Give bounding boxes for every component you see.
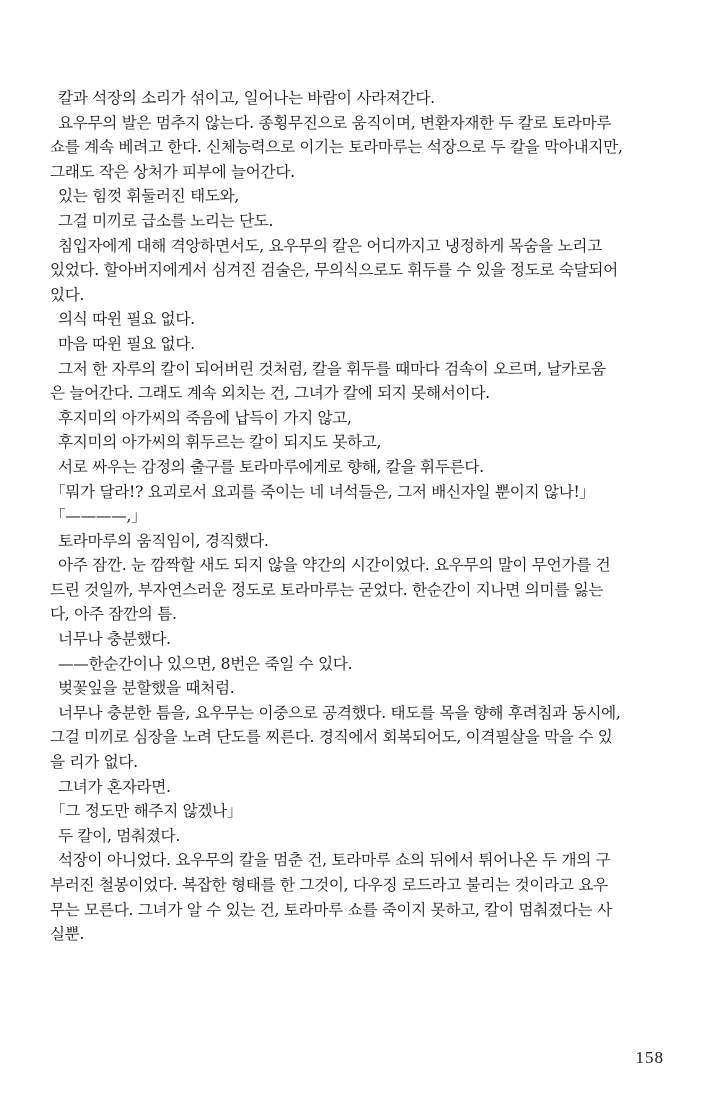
text-line: 「뭐가 달라!? 요괴로서 요괴를 죽이는 네 녀석들은, 그저 배신자일 뿐이지 않나!」 <box>50 482 595 501</box>
text-line: 부러진 철봉이었다. 복잡한 형태를 한 그것이, 다우징 로드라고 불리는 것이라고 요우 <box>50 876 608 894</box>
text-line: 두 칼이, 멈춰졌다. <box>58 826 180 845</box>
text-line: 너무나 충분한 틈을, 요우무는 이중으로 공격했다. 태도를 목을 향해 후려침과 동시에, <box>58 703 621 722</box>
text-line: 너무나 충분했다. <box>58 630 171 649</box>
text-line: 있었다. 할아버지에게서 심겨진 검술은, 무의식으로도 휘두를 수 있을 정도로 숙달되어 <box>50 261 618 280</box>
text-line: 후지미의 아가씨의 죽음에 납득이 가지 않고, <box>58 408 352 427</box>
text-line: 그녀가 혼자라면. <box>58 777 171 796</box>
text-line: 칼과 석장의 소리가 섞이고, 일어나는 바람이 사라져간다. <box>58 89 435 107</box>
text-line: 서로 싸우는 감정의 출구를 토라마루에게로 향해, 칼을 휘두른다. <box>58 457 484 476</box>
text-line: 그래도 작은 상처가 피부에 늘어간다. <box>50 162 295 181</box>
text-line: 있다. <box>50 285 85 304</box>
text-line: 실뿐. <box>50 925 85 944</box>
text-line: 의식 따윈 필요 없다. <box>58 310 195 329</box>
text-line: 그걸 미끼로 급소를 노리는 단도. <box>58 211 274 230</box>
text-line: 무는 모른다. 그녀가 알 수 있는 건, 토라마루 쇼를 죽이지 못하고, 칼이 멈춰졌다는 사 <box>50 900 612 919</box>
text-line: 석장이 아니었다. 요우무의 칼을 멈춘 건, 토라마루 쇼의 뒤에서 튀어나온 두 개의 구 <box>58 851 611 870</box>
text-line: 드린 것일까, 부자연스러운 정도로 토라마루는 굳었다. 한순간이 지나면 의미를 잃는 <box>50 580 604 599</box>
text-line: 토라마루의 움직임이, 경직했다. <box>58 531 269 550</box>
text-line: 그걸 미끼로 심장을 노려 단도를 찌른다. 경직에서 회복되어도, 이격필살을 막을 수 있 <box>50 728 613 747</box>
text-line: ——한순간이나 있으면, 8번은 죽일 수 있다. <box>58 654 353 673</box>
text-line: 마음 따윈 필요 없다. <box>58 334 195 353</box>
text-line: 그저 한 자루의 칼이 되어버린 것처럼, 칼을 휘두를 때마다 검속이 오르며, 날카로움 <box>58 359 606 378</box>
text-line: 쇼를 계속 베려고 한다. 신체능력으로 이기는 토라마루는 석장으로 두 칼을 막아내지만, <box>50 138 623 157</box>
text-line: 후지미의 아가씨의 휘두르는 칼이 되지도 못하고, <box>58 433 382 452</box>
text-line: 은 늘어간다. 그래도 계속 외치는 건, 그녀가 칼에 되지 못해서이다. <box>50 384 490 403</box>
text-line: 「그 정도만 해주지 않겠나」 <box>50 802 243 821</box>
text-line: 을 리가 없다. <box>50 753 138 772</box>
text-line: 요우무의 발은 멈추지 않는다. 종횡무진으로 움직이며, 변환자재한 두 칼로 토라마루 <box>58 113 612 132</box>
page-number: 158 <box>635 1048 664 1067</box>
text-line: 있는 힘껏 휘둘러진 태도와, <box>58 187 240 206</box>
text-line: 다, 아주 잠깐의 틈. <box>50 605 177 624</box>
text-line: 침입자에게 대해 격앙하면서도, 요우무의 칼은 어디까지고 냉정하게 목숨을 노리고 <box>58 236 602 255</box>
body-text <box>50 86 680 947</box>
text-line: 벚꽃잎을 분할했을 때처럼. <box>58 679 235 698</box>
text-line: 「————,」 <box>50 507 147 526</box>
text-line: 아주 잠깐. 눈 깜짝할 새도 되지 않을 약간의 시간이었다. 요우무의 말이 무언가를 건 <box>58 556 611 575</box>
